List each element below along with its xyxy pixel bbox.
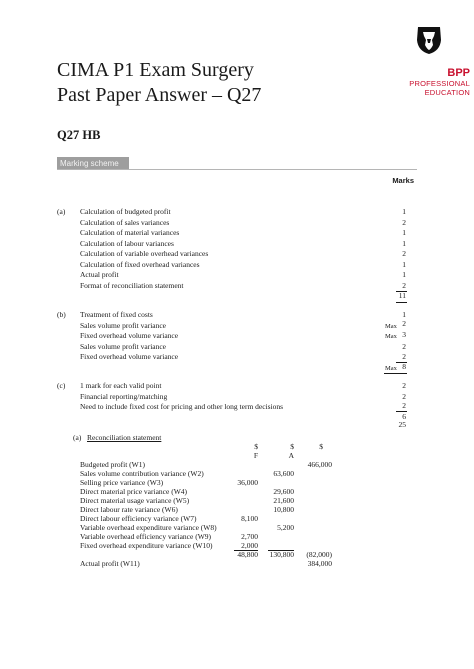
table-row-label: Direct labour rate variance (W6)	[80, 505, 178, 514]
column-header-adverse: A	[288, 451, 294, 460]
section-b-label: (b)	[57, 310, 66, 319]
total-rule	[396, 302, 407, 303]
table-row-label: Direct material usage variance (W5)	[80, 496, 190, 505]
column-header-currency: $	[254, 442, 258, 451]
mark-value: 1	[402, 238, 406, 248]
table-cell-adverse: 10,800	[273, 505, 294, 514]
table-cell-favourable: 2,700	[241, 532, 258, 541]
bpp-lion-logo-icon	[412, 25, 446, 65]
mark-value: 3	[402, 329, 406, 339]
total-rule	[384, 373, 407, 374]
table-cell-favourable: 2,000	[241, 541, 258, 550]
list-item: Calculation of variable overhead variances	[80, 249, 209, 258]
list-item: Calculation of material variances	[80, 228, 180, 237]
table-row-label: Actual profit (W11)	[80, 559, 140, 568]
column-header-currency: $	[319, 442, 323, 451]
table-cell-adverse: 5,200	[277, 523, 294, 532]
table-row-label: Fixed overhead expenditure variance (W10)	[80, 541, 213, 550]
list-item: Calculation of budgeted profit	[80, 207, 171, 216]
list-item: Treatment of fixed costs	[80, 310, 153, 319]
brand-line1: PROFESSIONAL	[409, 79, 470, 88]
mark-value: 1	[402, 259, 406, 269]
marks-header: Marks	[392, 176, 414, 185]
column-header-currency: $	[290, 442, 294, 451]
list-item: Fixed overhead volume variance	[80, 331, 179, 340]
list-item: Calculation of labour variances	[80, 238, 174, 248]
table-cell-adverse: 63,600	[273, 469, 294, 478]
mark-value: 1	[402, 228, 406, 237]
table-cell-favourable: 36,000	[237, 478, 258, 487]
list-item: 1 mark for each valid point	[80, 381, 162, 390]
max-label: Max	[385, 333, 397, 340]
mark-value: 2	[402, 381, 406, 390]
table-row-label: Variable overhead expenditure variance (W8)	[80, 523, 217, 532]
answer-part-label: (a)	[73, 433, 82, 442]
mark-value: 1	[402, 207, 406, 216]
mark-value: 1	[402, 270, 406, 279]
table-cell-adverse: 21,600	[273, 496, 294, 505]
table-row-label: Direct labour efficiency variance (W7)	[80, 514, 197, 523]
mark-value: 2	[402, 341, 406, 351]
table-row-label: Direct material price variance (W4)	[80, 487, 188, 496]
divider	[57, 169, 417, 170]
max-label: Max	[385, 365, 397, 372]
list-item: Actual profit	[80, 270, 119, 279]
list-item: Sales volume profit variance	[80, 341, 167, 351]
table-cell-favourable-total: 48,800	[237, 550, 258, 559]
page-title-line1: CIMA P1 Exam Surgery	[57, 59, 254, 81]
mark-value: 2	[402, 319, 406, 328]
section-c-label: (c)	[57, 381, 66, 390]
max-label: Max	[385, 322, 397, 330]
section-a-total: 11	[398, 291, 406, 300]
table-cell-total: 466,000	[307, 460, 332, 469]
mark-value: 2	[402, 217, 406, 227]
table-cell-adverse: 29,600	[273, 487, 294, 496]
list-item: Calculation of sales variances	[80, 217, 170, 227]
table-cell-total: 384,000	[307, 559, 332, 568]
brand-line2: EDUCATION	[424, 88, 470, 97]
mark-value: 2	[402, 249, 406, 258]
question-heading: Q27 HB	[57, 128, 101, 142]
table-cell-adverse-total: 130,800	[269, 550, 294, 559]
list-item: Calculation of fixed overhead variances	[80, 259, 200, 269]
table-row-label: Variable overhead efficiency variance (W9)	[80, 532, 212, 541]
table-cell-favourable: 8,100	[241, 514, 258, 523]
reconciliation-heading: Reconciliation statement	[87, 433, 162, 442]
marking-scheme-tab: Marking scheme	[57, 157, 129, 170]
list-item: Format of reconciliation statement	[80, 280, 184, 290]
list-item: Financial reporting/matching	[80, 391, 168, 401]
table-row-label: Selling price variance (W3)	[80, 478, 164, 487]
brand-name: BPP	[447, 67, 470, 79]
mark-value: 2	[402, 401, 406, 410]
table-row-label: Budgeted profit (W1)	[80, 460, 145, 469]
grand-total: 25	[398, 420, 406, 429]
mark-value: 2	[402, 391, 406, 401]
section-c-total: 6	[402, 411, 406, 421]
mark-value: 2	[402, 280, 406, 290]
page-title-line2: Past Paper Answer – Q27	[57, 84, 262, 106]
table-cell-net-variance: (82,000)	[306, 550, 332, 559]
section-b-total: 8	[402, 362, 406, 371]
brand-block	[394, 67, 470, 97]
column-header-favourable: F	[253, 451, 258, 460]
list-item: Sales volume profit variance	[80, 320, 167, 330]
mark-value: 2	[402, 352, 406, 361]
table-row-label: Sales volume contribution variance (W2)	[80, 469, 204, 478]
list-item: Fixed overhead volume variance	[80, 352, 179, 361]
section-a-label: (a)	[57, 207, 66, 216]
mark-value: 1	[402, 310, 406, 319]
list-item: Need to include fixed cost for pricing and other long term decisions	[80, 402, 284, 411]
